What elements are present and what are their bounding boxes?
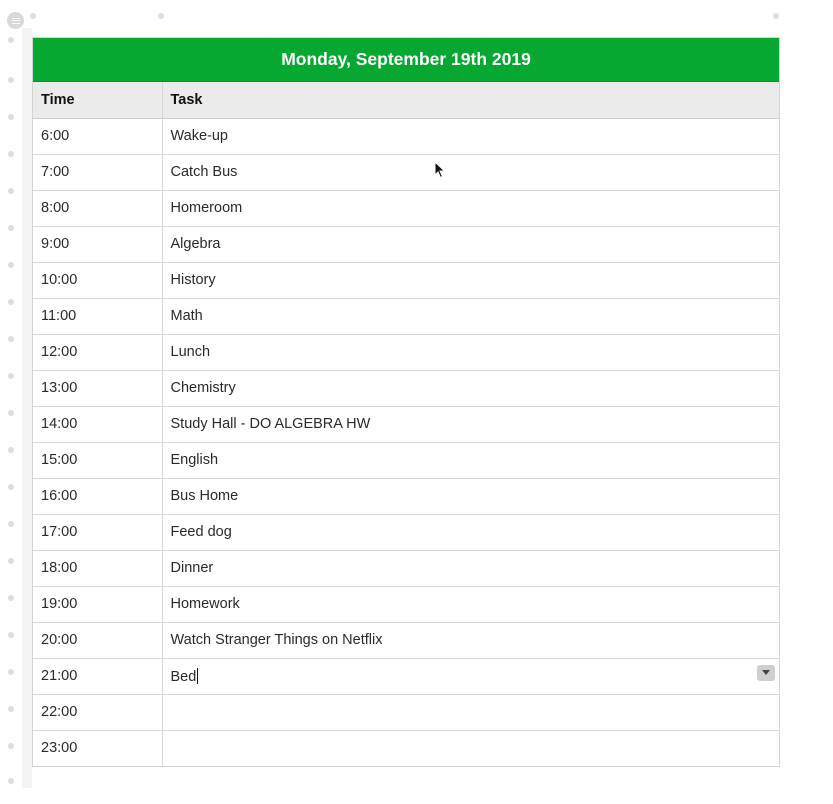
time-cell[interactable]: 18:00 <box>33 550 162 586</box>
task-cell[interactable]: Bus Home <box>162 478 779 514</box>
gutter-dot <box>8 706 14 712</box>
table-row <box>33 622 779 658</box>
task-cell[interactable]: Wake-up <box>162 118 779 154</box>
gutter-dot <box>8 447 14 453</box>
task-cell[interactable] <box>162 694 779 730</box>
task-cell[interactable]: English <box>162 442 779 478</box>
table-row <box>33 478 779 514</box>
table-row-active <box>33 658 779 694</box>
gutter-dot <box>8 114 14 120</box>
task-cell[interactable]: Math <box>162 298 779 334</box>
time-cell[interactable]: 20:00 <box>33 622 162 658</box>
time-cell[interactable]: 10:00 <box>33 262 162 298</box>
gutter-dot <box>8 225 14 231</box>
column-header-row <box>33 82 779 118</box>
schedule-table <box>32 37 780 767</box>
task-cell[interactable]: Algebra <box>162 226 779 262</box>
table-row <box>33 262 779 298</box>
gutter-dot <box>8 743 14 749</box>
time-cell[interactable]: 19:00 <box>33 586 162 622</box>
task-cell[interactable]: Watch Stranger Things on Netflix <box>162 622 779 658</box>
time-cell[interactable]: 17:00 <box>33 514 162 550</box>
time-cell[interactable]: 7:00 <box>33 154 162 190</box>
task-cell-editing[interactable] <box>162 658 779 694</box>
gutter-dot <box>8 37 14 43</box>
time-cell[interactable]: 11:00 <box>33 298 162 334</box>
gutter-dot <box>8 595 14 601</box>
table-row <box>33 730 779 766</box>
drag-handle-icon[interactable] <box>7 12 24 29</box>
table-row <box>33 334 779 370</box>
gutter-dot <box>8 778 14 784</box>
gutter-dot <box>8 299 14 305</box>
gutter-dot <box>8 373 14 379</box>
task-cell[interactable]: Homework <box>162 586 779 622</box>
gutter-dot <box>8 484 14 490</box>
gutter-dot <box>8 262 14 268</box>
table-row <box>33 406 779 442</box>
task-cell[interactable]: Feed dog <box>162 514 779 550</box>
table-title[interactable]: Monday, September 19th 2019 <box>33 38 779 82</box>
gutter-dot <box>8 77 14 83</box>
block-gutter <box>22 28 32 788</box>
gutter-dot <box>8 336 14 342</box>
table-row <box>33 586 779 622</box>
task-cell[interactable] <box>162 730 779 766</box>
gutter-dot <box>158 13 164 19</box>
time-cell[interactable]: 21:00 <box>33 658 162 694</box>
gutter-dot <box>30 13 36 19</box>
text-caret <box>197 668 198 684</box>
column-header-time[interactable]: Time <box>33 82 162 118</box>
gutter-dot <box>8 151 14 157</box>
time-cell[interactable]: 23:00 <box>33 730 162 766</box>
gutter-dot <box>8 521 14 527</box>
gutter-dot <box>8 188 14 194</box>
task-cell[interactable]: Dinner <box>162 550 779 586</box>
table-row <box>33 226 779 262</box>
table-row <box>33 190 779 226</box>
table-row <box>33 298 779 334</box>
task-cell[interactable]: Study Hall - DO ALGEBRA HW <box>162 406 779 442</box>
table-row <box>33 370 779 406</box>
table-row <box>33 550 779 586</box>
column-header-task[interactable]: Task <box>162 82 779 118</box>
time-cell[interactable]: 6:00 <box>33 118 162 154</box>
gutter-dot <box>8 669 14 675</box>
task-cell[interactable]: Chemistry <box>162 370 779 406</box>
time-cell[interactable]: 12:00 <box>33 334 162 370</box>
gutter-dot <box>8 632 14 638</box>
time-cell[interactable]: 15:00 <box>33 442 162 478</box>
task-cell[interactable]: Homeroom <box>162 190 779 226</box>
task-cell-text[interactable]: Bed <box>170 668 197 685</box>
table-row <box>33 514 779 550</box>
time-cell[interactable]: 14:00 <box>33 406 162 442</box>
time-cell[interactable]: 16:00 <box>33 478 162 514</box>
task-cell[interactable]: Catch Bus <box>162 154 779 190</box>
table-row <box>33 442 779 478</box>
task-cell[interactable]: Lunch <box>162 334 779 370</box>
table-row <box>33 154 779 190</box>
table-row <box>33 694 779 730</box>
time-cell[interactable]: 9:00 <box>33 226 162 262</box>
time-cell[interactable]: 22:00 <box>33 694 162 730</box>
gutter-dot <box>8 410 14 416</box>
schedule-grid <box>33 82 779 766</box>
table-row <box>33 118 779 154</box>
chevron-down-icon[interactable] <box>757 665 775 681</box>
mouse-pointer-icon <box>434 161 446 179</box>
time-cell[interactable]: 13:00 <box>33 370 162 406</box>
time-cell[interactable]: 8:00 <box>33 190 162 226</box>
gutter-dot <box>773 13 779 19</box>
task-cell[interactable]: History <box>162 262 779 298</box>
gutter-dot <box>8 558 14 564</box>
